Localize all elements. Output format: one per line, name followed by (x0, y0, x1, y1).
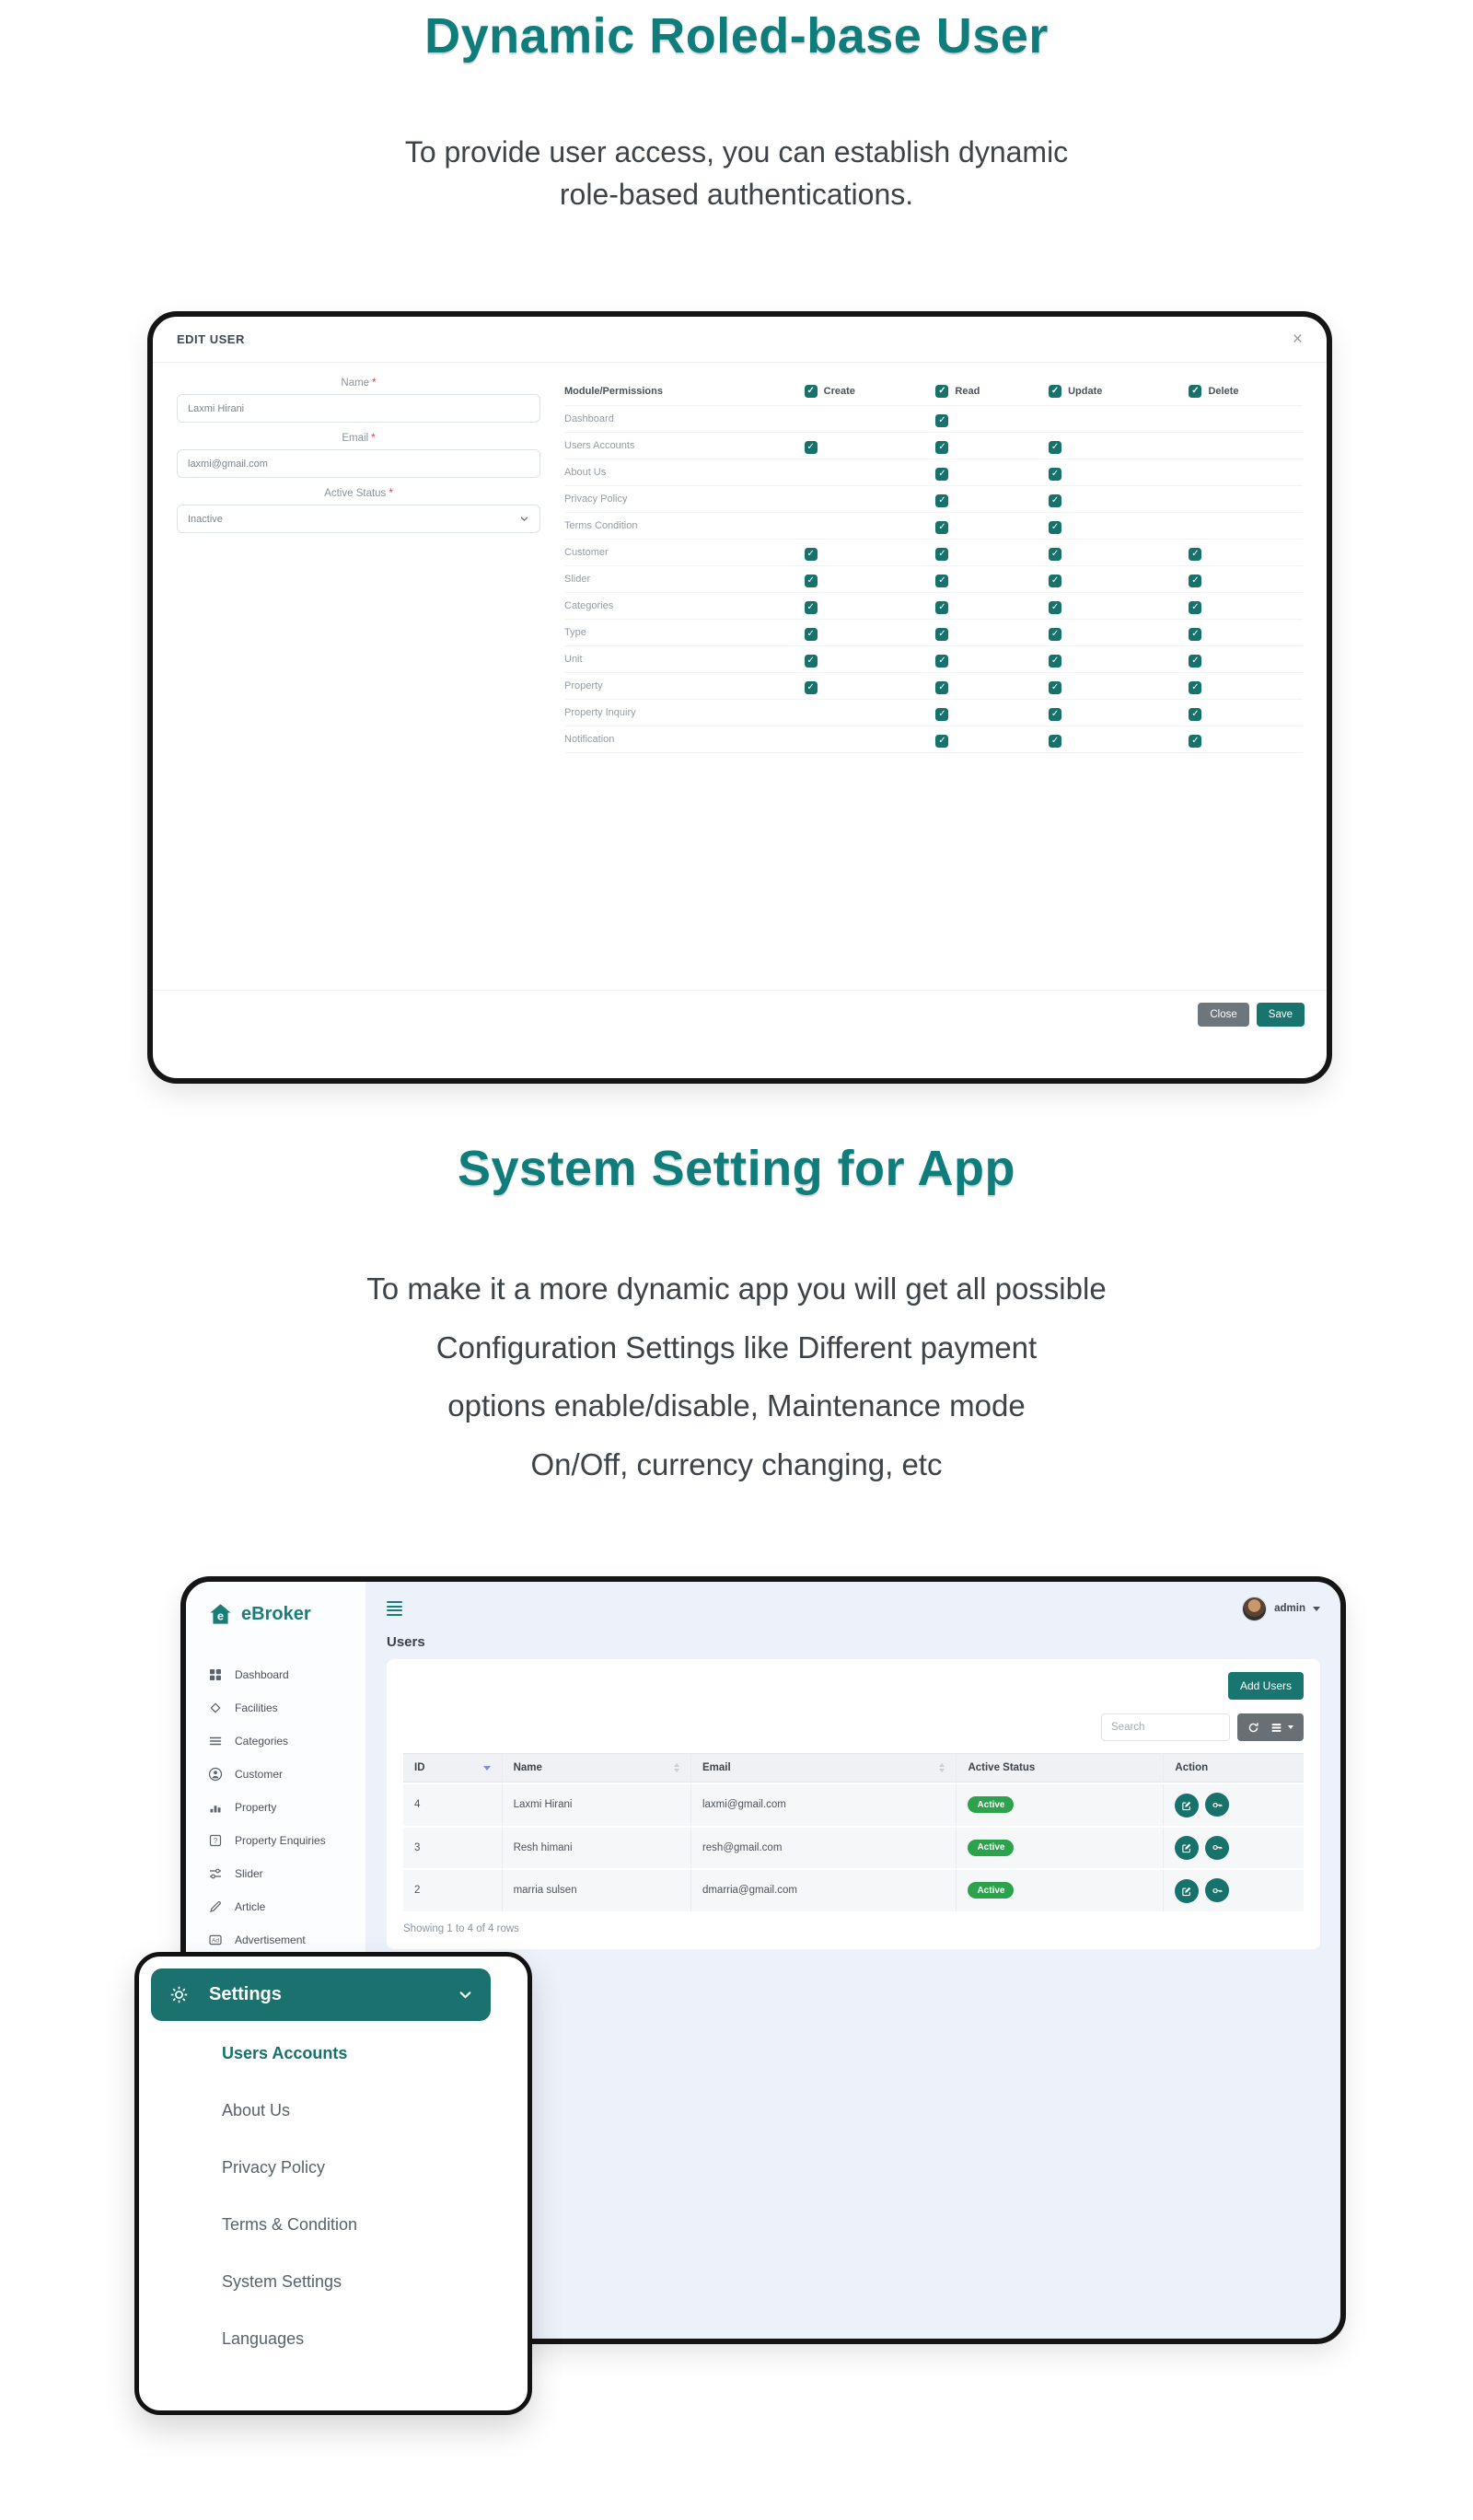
active-status-label: Active Status * (324, 488, 393, 499)
permission-cell (935, 624, 1049, 641)
property-enquiries-icon (208, 1833, 223, 1848)
select-all-read-checkbox[interactable]: ✓ (935, 385, 948, 398)
delete-permission-checkbox[interactable]: ✓ (1189, 735, 1201, 748)
permission-cell (1189, 624, 1303, 641)
read-permission-checkbox[interactable]: ✓ (935, 441, 948, 454)
update-permission-checkbox[interactable]: ✓ (1049, 468, 1061, 481)
update-permission-checkbox[interactable]: ✓ (1049, 735, 1061, 748)
create-permission-checkbox[interactable]: ✓ (805, 655, 818, 668)
table-header-row (403, 1753, 1304, 1783)
column-label: Action (1175, 1762, 1209, 1773)
table-footer: Showing 1 to 4 of 4 rows (403, 1922, 519, 1934)
permission-cell (935, 704, 1049, 721)
permission-cell (935, 411, 1049, 427)
permissions-row (564, 566, 1303, 593)
users-card (387, 1659, 1320, 1949)
permission-cell (935, 517, 1049, 534)
sidebar-item-label: Advertisement (235, 1934, 306, 1946)
read-permission-checkbox[interactable]: ✓ (935, 708, 948, 721)
cell-name: marria sulsen (503, 1870, 691, 1911)
close-icon[interactable]: × (1292, 330, 1303, 349)
select-all-create-checkbox[interactable]: ✓ (805, 385, 818, 398)
create-permission-checkbox[interactable]: ✓ (805, 628, 818, 641)
brand (208, 1602, 365, 1627)
subtitle-line: To make it a more dynamic app you will get all possible (366, 1272, 1107, 1306)
permission-cell (805, 437, 936, 454)
section1-heading: Dynamic Roled-base User (424, 8, 1049, 64)
article-icon (208, 1899, 223, 1914)
permission-cell (935, 437, 1049, 454)
edit-user-button[interactable] (1175, 1879, 1199, 1903)
close-button[interactable]: Close (1198, 1003, 1248, 1027)
edit-icon (1181, 1886, 1192, 1897)
customer-icon (208, 1767, 223, 1782)
module-label: Customer (564, 547, 609, 558)
permission-cell (1049, 678, 1189, 694)
key-action-button[interactable] (1205, 1836, 1229, 1860)
permissions-row (564, 593, 1303, 620)
avatar (1242, 1597, 1267, 1621)
permission-cell (805, 544, 936, 561)
key-icon (1212, 1885, 1224, 1897)
chevron-down-icon (458, 1987, 473, 2003)
svg-text:Ad: Ad (212, 1937, 219, 1945)
settings-item-terms-condition[interactable]: Terms & Condition (222, 2215, 358, 2234)
read-permission-checkbox[interactable]: ✓ (935, 735, 948, 748)
gear-icon (168, 1984, 190, 2005)
permissions-row (564, 513, 1303, 540)
cell-action (1164, 1828, 1304, 1869)
permission-cell (1049, 598, 1189, 614)
column-header-name[interactable] (503, 1753, 691, 1783)
section1-subtitle (0, 131, 1473, 216)
column-label: Email (702, 1762, 731, 1773)
permissions-column-header (1189, 385, 1303, 398)
read-permission-checkbox[interactable]: ✓ (935, 575, 948, 587)
settings-item-users-accounts[interactable]: Users Accounts (222, 2044, 348, 2062)
required-mark: * (371, 433, 376, 444)
delete-permission-checkbox[interactable]: ✓ (1189, 575, 1201, 587)
cell-status (957, 1870, 1164, 1911)
update-permission-checkbox[interactable]: ✓ (1049, 655, 1061, 668)
permission-cell (805, 651, 936, 668)
active-status-value: Inactive (188, 513, 223, 525)
permission-cell (1189, 731, 1303, 748)
permission-cell (935, 731, 1049, 748)
sidebar-item-label: Article (235, 1900, 266, 1913)
update-permission-checkbox[interactable]: ✓ (1049, 494, 1061, 507)
subtitle-line: To provide user access, you can establish dynamic (404, 135, 1069, 168)
permissions-row (564, 646, 1303, 673)
users-table (403, 1751, 1304, 1913)
settings-menu-button[interactable] (151, 1968, 491, 2021)
settings-menu-label: Settings (209, 1984, 282, 2004)
permission-cell (1189, 651, 1303, 668)
update-permission-checkbox[interactable]: ✓ (1049, 601, 1061, 614)
svg-text:e: e (216, 1608, 225, 1623)
permissions-row (564, 486, 1303, 513)
sidebar-item-dashboard[interactable] (208, 1658, 365, 1691)
permissions-column-label: Read (955, 386, 980, 397)
facilities-icon (208, 1701, 223, 1715)
permission-cell (1189, 678, 1303, 694)
section2-heading: System Setting for App (457, 1141, 1016, 1196)
table-row (403, 1870, 1304, 1911)
permissions-table (564, 377, 1303, 753)
permission-cell (1049, 517, 1189, 534)
column-label: ID (414, 1762, 425, 1773)
permissions-column-header (1049, 385, 1189, 398)
property-icon (208, 1800, 223, 1815)
status-badge: Active (968, 1882, 1014, 1899)
cell-action (1164, 1784, 1304, 1826)
settings-item-system-settings[interactable]: System Settings (222, 2272, 342, 2291)
read-permission-checkbox[interactable]: ✓ (935, 601, 948, 614)
cell-name: Resh himani (503, 1828, 691, 1869)
permissions-column-label: Update (1068, 386, 1103, 397)
edit-user-button[interactable] (1175, 1794, 1199, 1817)
read-permission-checkbox[interactable]: ✓ (935, 655, 948, 668)
permission-cell (805, 571, 936, 587)
edit-icon (1181, 1800, 1192, 1811)
topbar (387, 1595, 1320, 1622)
create-permission-checkbox[interactable]: ✓ (805, 575, 818, 587)
sidebar-item-label: Slider (235, 1867, 263, 1880)
permission-cell (1049, 491, 1189, 507)
cell-email: laxmi@gmail.com (691, 1784, 957, 1826)
permissions-column-label: Create (823, 386, 855, 397)
edit-icon (1181, 1842, 1192, 1853)
cell-id: 4 (403, 1784, 503, 1826)
read-permission-checkbox[interactable]: ✓ (935, 468, 948, 481)
email-field[interactable] (177, 449, 540, 478)
cell-email: resh@gmail.com (691, 1828, 957, 1869)
permissions-column-header (805, 385, 936, 398)
subtitle-line: role-based authentications. (559, 178, 914, 212)
permission-cell (805, 598, 936, 614)
settings-item-languages[interactable]: Languages (222, 2329, 305, 2348)
categories-icon (208, 1734, 223, 1748)
update-permission-checkbox[interactable]: ✓ (1049, 681, 1061, 694)
required-mark: * (372, 377, 377, 389)
read-permission-checkbox[interactable]: ✓ (935, 494, 948, 507)
sidebar-nav (208, 1658, 365, 1957)
permissions-row (564, 540, 1303, 566)
sidebar-item-slider[interactable] (208, 1857, 365, 1890)
advertisement-icon (208, 1933, 223, 1947)
permission-cell (935, 464, 1049, 481)
subtitle-line: Configuration Settings like Different payment (435, 1330, 1038, 1365)
delete-permission-checkbox[interactable]: ✓ (1189, 708, 1201, 721)
permissions-column-label: Delete (1208, 386, 1239, 397)
create-permission-checkbox[interactable]: ✓ (805, 441, 818, 454)
page-title: Users (387, 1634, 425, 1650)
column-header-active-status[interactable] (957, 1753, 1164, 1783)
permissions-header-row (564, 377, 1303, 406)
table-row (403, 1828, 1304, 1869)
permission-cell (935, 491, 1049, 507)
ebroker-logo-icon (208, 1602, 233, 1627)
update-permission-checkbox[interactable]: ✓ (1049, 441, 1061, 454)
sidebar-item-label: Customer (235, 1768, 284, 1781)
modal-header (153, 317, 1327, 363)
permissions-row (564, 673, 1303, 700)
sidebar-item-label: Facilities (235, 1701, 278, 1714)
svg-text:?: ? (213, 1837, 218, 1845)
permissions-row (564, 620, 1303, 646)
email-label: Email * (342, 433, 376, 444)
edit-user-form (177, 377, 540, 543)
permission-cell (1049, 544, 1189, 561)
update-permission-checkbox[interactable]: ✓ (1049, 575, 1061, 587)
status-badge: Active (968, 1796, 1014, 1813)
edit-user-button[interactable] (1175, 1836, 1199, 1860)
permission-cell (1189, 598, 1303, 614)
permissions-row (564, 433, 1303, 459)
cell-status (957, 1784, 1164, 1826)
permission-cell (935, 598, 1049, 614)
required-mark: * (389, 488, 393, 499)
permissions-row (564, 459, 1303, 486)
permission-cell (1049, 464, 1189, 481)
table-toolbar (403, 1713, 1304, 1741)
cell-action (1164, 1870, 1304, 1911)
read-permission-checkbox[interactable]: ✓ (935, 681, 948, 694)
delete-permission-checkbox[interactable]: ✓ (1189, 655, 1201, 668)
permissions-module-header: Module/Permissions (564, 386, 663, 397)
sort-icon (939, 1763, 945, 1772)
column-header-id[interactable] (403, 1753, 503, 1783)
create-permission-checkbox[interactable]: ✓ (805, 681, 818, 694)
subtitle-line: options enable/disable, Maintenance mode (447, 1388, 1026, 1423)
module-label: Slider (564, 574, 591, 585)
column-header-action[interactable] (1164, 1753, 1304, 1783)
refresh-icon (1247, 1722, 1259, 1734)
permission-cell (1049, 437, 1189, 454)
settings-menu-items (139, 2044, 528, 2349)
permission-cell (935, 544, 1049, 561)
settings-item-privacy-policy[interactable]: Privacy Policy (222, 2158, 326, 2177)
sidebar-item-label: Property (235, 1801, 277, 1814)
permission-cell (935, 651, 1049, 668)
module-label: Users Accounts (564, 440, 635, 451)
permissions-row (564, 406, 1303, 433)
permission-cell (935, 678, 1049, 694)
module-label: Categories (564, 600, 614, 611)
read-permission-checkbox[interactable]: ✓ (935, 521, 948, 534)
permission-cell (1189, 544, 1303, 561)
modal-body (153, 363, 1327, 768)
sidebar-item-article[interactable] (208, 1890, 365, 1923)
key-action-button[interactable] (1205, 1793, 1229, 1817)
update-permission-checkbox[interactable]: ✓ (1049, 548, 1061, 561)
update-permission-checkbox[interactable]: ✓ (1049, 708, 1061, 721)
read-permission-checkbox[interactable]: ✓ (935, 548, 948, 561)
add-users-button[interactable]: Add Users (1228, 1672, 1304, 1700)
cell-status (957, 1828, 1164, 1869)
sidebar-item-categories[interactable] (208, 1725, 365, 1758)
permission-cell (1189, 704, 1303, 721)
module-label: Unit (564, 654, 583, 665)
permissions-row (564, 700, 1303, 726)
cell-id: 3 (403, 1828, 503, 1869)
create-permission-checkbox[interactable]: ✓ (805, 601, 818, 614)
sort-descending-icon (483, 1766, 491, 1771)
permissions-row (564, 726, 1303, 753)
read-permission-checkbox[interactable]: ✓ (935, 414, 948, 427)
table-row (403, 1784, 1304, 1826)
active-status-select[interactable] (177, 505, 540, 533)
search-input[interactable] (1101, 1713, 1230, 1741)
chevron-down-icon (519, 514, 529, 524)
permission-cell (805, 678, 936, 694)
permission-cell (1049, 704, 1189, 721)
hamburger-menu-icon[interactable] (387, 1599, 402, 1619)
chevron-down-icon (1288, 1725, 1293, 1729)
user-menu-label: admin (1274, 1603, 1305, 1614)
modal-title: EDIT USER (177, 332, 245, 346)
subtitle-line: On/Off, currency changing, etc (530, 1447, 943, 1482)
module-label: Notification (564, 734, 615, 745)
save-button[interactable]: Save (1257, 1003, 1305, 1027)
name-field[interactable] (177, 394, 540, 423)
sidebar-item-facilities[interactable] (208, 1691, 365, 1725)
permission-cell (935, 571, 1049, 587)
key-icon (1212, 1799, 1224, 1811)
sidebar-item-label: Property Enquiries (235, 1834, 326, 1847)
permission-cell (1049, 731, 1189, 748)
name-label: Name * (341, 377, 377, 389)
table-tools[interactable] (1237, 1713, 1304, 1741)
columns-icon (1270, 1722, 1282, 1734)
key-icon (1212, 1841, 1224, 1853)
column-label: Active Status (968, 1762, 1036, 1773)
module-label: About Us (564, 467, 607, 478)
create-permission-checkbox[interactable]: ✓ (805, 548, 818, 561)
brand-name: eBroker (241, 1604, 311, 1624)
cell-name: Laxmi Hirani (503, 1784, 691, 1826)
delete-permission-checkbox[interactable]: ✓ (1189, 628, 1201, 641)
user-menu[interactable] (1242, 1597, 1320, 1621)
permission-cell (805, 624, 936, 641)
module-label: Terms Condition (564, 520, 638, 531)
dashboard-icon (208, 1667, 223, 1682)
delete-permission-checkbox[interactable]: ✓ (1189, 681, 1201, 694)
section2-subtitle (0, 1260, 1473, 1494)
cell-email: dmarria@gmail.com (691, 1870, 957, 1911)
sort-icon (674, 1763, 679, 1772)
sidebar-item-customer[interactable] (208, 1758, 365, 1791)
sidebar-item-property[interactable] (208, 1791, 365, 1824)
chevron-down-icon (1313, 1607, 1320, 1611)
permission-cell (1049, 624, 1189, 641)
cell-id: 2 (403, 1870, 503, 1911)
permission-cell (1049, 571, 1189, 587)
delete-permission-checkbox[interactable]: ✓ (1189, 548, 1201, 561)
key-action-button[interactable] (1205, 1878, 1229, 1902)
edit-user-modal (147, 311, 1332, 1084)
update-permission-checkbox[interactable]: ✓ (1049, 628, 1061, 641)
status-badge: Active (968, 1840, 1014, 1856)
sidebar-item-property-enquiries[interactable] (208, 1824, 365, 1857)
column-label: Name (513, 1762, 542, 1773)
permission-cell (1049, 651, 1189, 668)
settings-item-about-us[interactable]: About Us (222, 2101, 291, 2119)
delete-permission-checkbox[interactable]: ✓ (1189, 601, 1201, 614)
permission-cell (1189, 571, 1303, 587)
modal-footer (153, 990, 1327, 1027)
module-label: Property (564, 680, 603, 691)
column-header-email[interactable] (691, 1753, 957, 1783)
module-label: Type (564, 627, 586, 638)
slider-icon (208, 1866, 223, 1881)
update-permission-checkbox[interactable]: ✓ (1049, 521, 1061, 534)
sidebar-item-label: Dashboard (235, 1668, 289, 1681)
read-permission-checkbox[interactable]: ✓ (935, 628, 948, 641)
permissions-column-header (935, 385, 1049, 398)
select-all-delete-checkbox[interactable]: ✓ (1189, 385, 1201, 398)
module-label: Dashboard (564, 413, 614, 424)
settings-dropdown (134, 1952, 532, 2415)
module-label: Privacy Policy (564, 494, 628, 505)
sidebar-item-label: Categories (235, 1735, 289, 1748)
select-all-update-checkbox[interactable]: ✓ (1049, 385, 1061, 398)
module-label: Property Inquiry (564, 707, 636, 718)
